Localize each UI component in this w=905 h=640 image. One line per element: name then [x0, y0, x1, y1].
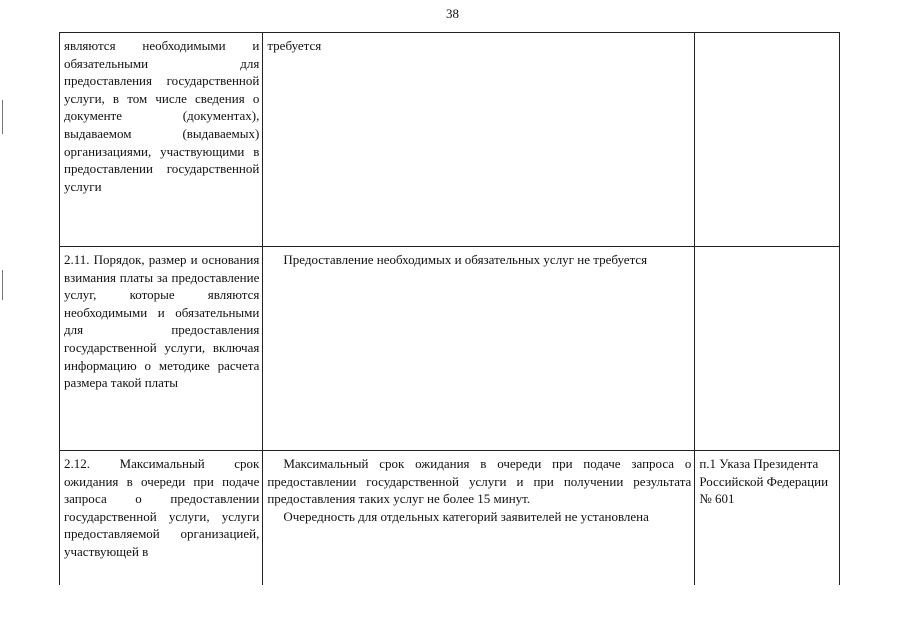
content-paragraph: Предоставление необходимых и обязательных услуг не требуется — [283, 252, 648, 267]
legal-basis-cell: п.1 Указа Президента Российской Федерации № 601 — [695, 451, 840, 585]
scan-margin-mark — [2, 100, 3, 134]
page-number: 38 — [446, 6, 459, 21]
regulation-table — [59, 32, 840, 585]
table-row — [60, 33, 840, 247]
requirement-name-cell: 2.11. Порядок, размер и основания взимания платы за предоставление услуг, которые являются необходимыми и обязательными для предоставления государственной услуги, включая информацию о методике расчета размера такой платы — [60, 247, 263, 451]
content-paragraph: Очередность для отдельных категорий заявителей не установлена — [283, 508, 649, 524]
requirement-content-cell — [263, 33, 695, 247]
requirement-content-cell — [263, 247, 695, 451]
table-row — [60, 247, 840, 451]
content-paragraph: Максимальный срок ожидания в очереди при подаче запроса о предоставлении государственной услуги и при получении результата предоставления таких услуг не более 15 минут. — [267, 456, 692, 507]
legal-basis-cell — [695, 33, 840, 247]
table-row — [60, 451, 840, 585]
requirement-name-cell: 2.12. Максимальный срок ожидания в очереди при подаче запроса о предоставлении государственной услуги, услуги предоставляемой организацией, участвующей в — [60, 451, 263, 585]
requirement-content-cell — [263, 451, 695, 585]
requirement-name-cell: являются необходимыми и обязательными для предоставления государственной услуги, в том числе сведения о документе (документах), выдаваемом (выдаваемых) организациями, участвующими в предоставлении государственной услуги — [60, 33, 263, 247]
scan-margin-mark — [2, 270, 3, 300]
content-paragraph: требуется — [267, 38, 322, 53]
legal-basis-cell — [695, 247, 840, 451]
